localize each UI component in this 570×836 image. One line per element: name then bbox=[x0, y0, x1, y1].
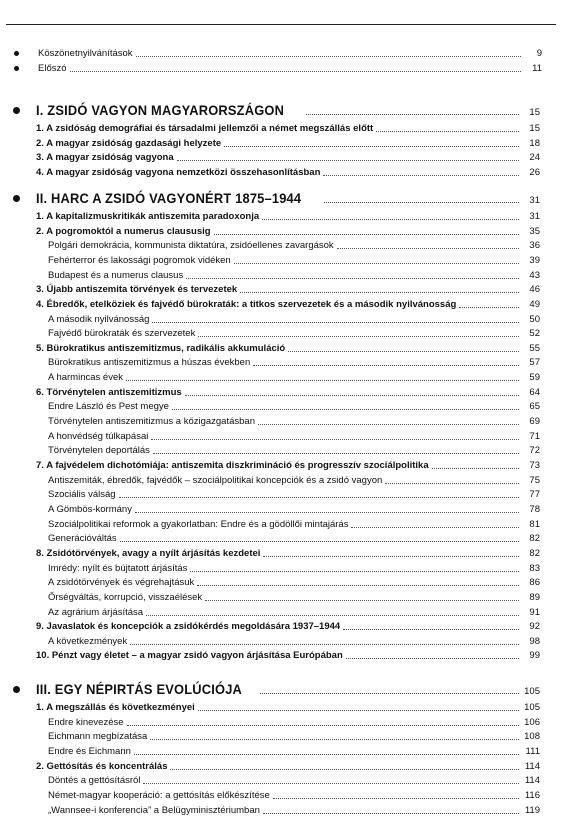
section-entry bbox=[36, 237, 540, 251]
entry-title: 9. Javaslatok és koncepciók a zsidókérdés megoldására 1937–1944 bbox=[36, 621, 341, 632]
dot-leader bbox=[262, 218, 519, 220]
entry-title: Fehérterror és lakossági pogromok vidéken bbox=[48, 255, 231, 266]
entry-page-number: 116 bbox=[524, 790, 540, 801]
dot-leader bbox=[177, 159, 519, 161]
bullet-icon bbox=[14, 51, 19, 56]
entry-page-number: 105 bbox=[524, 702, 540, 713]
dot-leader bbox=[306, 113, 519, 115]
dot-leader bbox=[185, 394, 519, 396]
chapter-entry bbox=[36, 545, 540, 559]
dot-leader bbox=[263, 812, 519, 814]
entry-title: Imrédy: nyílt és bújtatott árjásítás bbox=[48, 563, 188, 574]
chapter-entry bbox=[36, 647, 540, 661]
chapter-entry bbox=[36, 281, 540, 295]
entry-title: 3. Újabb antiszemita törvények és tervezetek bbox=[36, 284, 238, 295]
section-entry bbox=[36, 802, 540, 816]
dot-leader bbox=[253, 364, 519, 366]
section-entry bbox=[36, 633, 540, 647]
dot-leader bbox=[151, 438, 519, 440]
section-entry bbox=[36, 311, 540, 325]
section-entry bbox=[36, 413, 540, 427]
entry-page-number: 36 bbox=[529, 240, 540, 251]
part-page-number: 105 bbox=[524, 686, 540, 697]
entry-page-number: 108 bbox=[524, 731, 540, 742]
entry-page-number: 99 bbox=[529, 650, 540, 661]
dot-leader bbox=[260, 692, 519, 694]
section-entry bbox=[36, 589, 540, 603]
entry-title: A zsidótörvények és végrehajtásuk bbox=[48, 577, 195, 588]
dot-leader bbox=[234, 262, 519, 264]
entry-title: Eichmann megbízatása bbox=[48, 731, 148, 742]
section-entry bbox=[36, 743, 540, 757]
entry-page-number: 86 bbox=[529, 577, 540, 588]
entry-page-number: 81 bbox=[529, 519, 540, 530]
dot-leader bbox=[351, 526, 519, 528]
entry-page-number: 114 bbox=[524, 775, 540, 786]
dot-leader bbox=[343, 628, 519, 630]
dot-leader bbox=[198, 709, 519, 711]
part-heading bbox=[36, 100, 540, 118]
dot-leader bbox=[198, 335, 519, 337]
dot-leader bbox=[146, 614, 519, 616]
chapter-entry bbox=[36, 758, 540, 772]
chapter-entry bbox=[36, 208, 540, 222]
entry-page-number: 59 bbox=[529, 372, 540, 383]
entry-page-number: 73 bbox=[529, 460, 540, 471]
entry-page-number: 98 bbox=[529, 636, 540, 647]
entry-title: Endre kinevezése bbox=[48, 717, 124, 728]
chapter-entry bbox=[36, 120, 540, 134]
section-entry bbox=[36, 354, 540, 368]
entry-page-number: 91 bbox=[529, 607, 540, 618]
part-page-number: 15 bbox=[529, 107, 540, 118]
chapter-entry bbox=[36, 164, 540, 178]
entry-title: Endre és Eichmann bbox=[48, 746, 131, 757]
dot-leader bbox=[135, 511, 519, 513]
dot-leader bbox=[324, 201, 519, 203]
entry-title: 6. Törvénytelen antiszemitizmus bbox=[36, 387, 182, 398]
dot-leader bbox=[190, 570, 519, 572]
section-entry bbox=[36, 574, 540, 588]
top-rule bbox=[6, 24, 556, 25]
entry-page-number: 15 bbox=[529, 123, 540, 134]
entry-title: 2. A pogromoktól a numerus claususig bbox=[36, 226, 211, 237]
entry-title: Az agrárium árjásítása bbox=[48, 607, 144, 618]
entry-title: 1. A zsidóság demográfiai és társadalmi jellemzői a német megszállás előtt bbox=[36, 123, 374, 134]
bullet-icon bbox=[13, 686, 20, 693]
entry-page-number: 78 bbox=[529, 504, 540, 515]
section-entry bbox=[36, 398, 540, 412]
entry-title: A második nyilvánosság bbox=[48, 314, 150, 325]
entry-title: Előszó bbox=[38, 63, 67, 74]
entry-page-number: 111 bbox=[525, 746, 540, 757]
dot-leader bbox=[337, 247, 519, 249]
entry-page-number: 50 bbox=[529, 314, 540, 325]
entry-title: Szociálpolitikai reformok a gyakorlatban: Endre és a gödöllői mintajárás bbox=[48, 519, 349, 530]
entry-title: 5. Bürokratikus antiszemitizmus, radikális akkumuláció bbox=[36, 343, 286, 354]
chapter-entry bbox=[36, 135, 540, 149]
dot-leader bbox=[385, 482, 519, 484]
section-entry bbox=[36, 728, 540, 742]
entry-title: A honvédség túlkapásai bbox=[48, 431, 149, 442]
entry-page-number: 49 bbox=[529, 299, 540, 310]
entry-page-number: 92 bbox=[529, 621, 540, 632]
chapter-entry bbox=[36, 340, 540, 354]
dot-leader bbox=[346, 657, 519, 659]
dot-leader bbox=[143, 782, 519, 784]
entry-title: Törvénytelen antiszemitizmus a közigazgatásban bbox=[48, 416, 255, 427]
bullet-icon bbox=[14, 66, 19, 71]
dot-leader bbox=[258, 423, 519, 425]
section-entry bbox=[36, 787, 540, 801]
dot-leader bbox=[205, 599, 519, 601]
chapter-entry bbox=[36, 457, 540, 471]
part-heading bbox=[36, 679, 540, 697]
entry-title: Köszönetnyilvánítások bbox=[38, 48, 133, 59]
dot-leader bbox=[376, 130, 519, 132]
section-entry bbox=[36, 325, 540, 339]
entry-title: 8. Zsidótörvények, avagy a nyílt árjásítás kezdetei bbox=[36, 548, 261, 559]
dot-leader bbox=[432, 467, 519, 469]
entry-page-number: 64 bbox=[529, 387, 540, 398]
intro-entry bbox=[38, 45, 542, 59]
entry-title: Endre László és Pest megye bbox=[48, 401, 169, 412]
entry-title: 4. Ébredők, etelköziek és fajvédő bürokraták: a titkos szervezetek és a második nyilvánosság bbox=[36, 299, 457, 310]
entry-title: 2. A magyar zsidóság gazdasági helyzete bbox=[36, 138, 222, 149]
section-entry bbox=[36, 560, 540, 574]
entry-title: 7. A fajvédelem dichotómiája: antiszemita diszkrimináció és progresszív szociálpolitika bbox=[36, 460, 429, 471]
entry-page-number: 9 bbox=[536, 48, 542, 59]
entry-title: Döntés a gettósításról bbox=[48, 775, 141, 786]
section-entry bbox=[36, 714, 540, 728]
entry-page-number: 18 bbox=[529, 138, 540, 149]
entry-title: Bürokratikus antiszemitizmus a húszas években bbox=[48, 357, 251, 368]
entry-page-number: 65 bbox=[529, 401, 540, 412]
entry-page-number: 82 bbox=[529, 548, 540, 559]
dot-leader bbox=[150, 738, 519, 740]
dot-leader bbox=[126, 379, 519, 381]
entry-page-number: 82 bbox=[529, 533, 540, 544]
chapter-entry bbox=[36, 223, 540, 237]
intro-entry bbox=[38, 60, 542, 74]
entry-page-number: 52 bbox=[529, 328, 540, 339]
entry-page-number: 55 bbox=[529, 343, 540, 354]
section-entry bbox=[36, 252, 540, 266]
entry-page-number: 114 bbox=[524, 761, 540, 772]
section-entry bbox=[36, 486, 540, 500]
dot-leader bbox=[119, 496, 519, 498]
entry-title: A harmincas évek bbox=[48, 372, 123, 383]
entry-page-number: 31 bbox=[529, 211, 540, 222]
section-entry bbox=[36, 604, 540, 618]
chapter-entry bbox=[36, 149, 540, 163]
entry-page-number: 89 bbox=[529, 592, 540, 603]
bullet-icon bbox=[13, 107, 20, 114]
entry-page-number: 35 bbox=[529, 226, 540, 237]
dot-leader bbox=[263, 555, 519, 557]
dot-leader bbox=[197, 584, 519, 586]
dot-leader bbox=[214, 233, 519, 235]
entry-title: A Gömbös-kormány bbox=[48, 504, 132, 515]
entry-page-number: 26 bbox=[529, 167, 540, 178]
entry-title: Generációváltás bbox=[48, 533, 117, 544]
dot-leader bbox=[240, 291, 519, 293]
dot-leader bbox=[134, 753, 519, 755]
entry-title: Budapest és a numerus clausus bbox=[48, 270, 184, 281]
entry-page-number: 75 bbox=[529, 475, 540, 486]
part-page-number: 31 bbox=[529, 195, 540, 206]
entry-page-number: 57 bbox=[529, 357, 540, 368]
entry-title: „Wannsee-i konferencia” a Belügyminisztériumban bbox=[48, 805, 260, 816]
entry-title: Őrségváltás, korrupció, visszaélések bbox=[48, 592, 203, 603]
section-entry bbox=[36, 472, 540, 486]
part-title: I. ZSIDÓ VAGYON MAGYARORSZÁGON bbox=[36, 102, 285, 118]
section-entry bbox=[36, 428, 540, 442]
entry-title: 3. A magyar zsidóság vagyona bbox=[36, 152, 174, 163]
entry-page-number: 24 bbox=[529, 152, 540, 163]
entry-title: 1. A kapitalizmuskritikák antiszemita paradoxonja bbox=[36, 211, 260, 222]
entry-title: 2. Gettósítás és koncentrálás bbox=[36, 761, 168, 772]
entry-page-number: 106 bbox=[524, 717, 540, 728]
dot-leader bbox=[323, 174, 519, 176]
entry-title: A következmények bbox=[48, 636, 128, 647]
dot-leader bbox=[186, 277, 519, 279]
entry-page-number: 72 bbox=[529, 445, 540, 456]
dot-leader bbox=[153, 452, 519, 454]
section-entry bbox=[36, 530, 540, 544]
entry-page-number: 69 bbox=[529, 416, 540, 427]
dot-leader bbox=[127, 724, 519, 726]
entry-title: Antiszemiták, ébredők, fajvédők – szociálpolitikai koncepciók és a zsidó vagyon bbox=[48, 475, 383, 486]
dot-leader bbox=[130, 643, 519, 645]
dot-leader bbox=[170, 768, 519, 770]
entry-title: Szociális válság bbox=[48, 489, 116, 500]
bullet-icon bbox=[13, 195, 20, 202]
section-entry bbox=[36, 442, 540, 456]
dot-leader bbox=[172, 408, 519, 410]
chapter-entry bbox=[36, 618, 540, 632]
section-entry bbox=[36, 267, 540, 281]
dot-leader bbox=[224, 145, 519, 147]
entry-page-number: 43 bbox=[529, 270, 540, 281]
section-entry bbox=[36, 501, 540, 515]
entry-page-number: 119 bbox=[524, 805, 540, 816]
entry-page-number: 39 bbox=[529, 255, 540, 266]
entry-page-number: 83 bbox=[529, 563, 540, 574]
part-title: II. HARC A ZSIDÓ VAGYONÉRT 1875–1944 bbox=[36, 190, 302, 206]
dot-leader bbox=[288, 350, 519, 352]
chapter-entry bbox=[36, 384, 540, 398]
dot-leader bbox=[459, 306, 519, 308]
entry-title: Törvénytelen deportálás bbox=[48, 445, 150, 456]
entry-page-number: 77 bbox=[529, 489, 540, 500]
section-entry bbox=[36, 369, 540, 383]
entry-title: Fajvédő bürokraták és szervezetek bbox=[48, 328, 196, 339]
dot-leader bbox=[120, 540, 519, 542]
entry-page-number: 11 bbox=[532, 63, 542, 74]
section-entry bbox=[36, 772, 540, 786]
chapter-entry bbox=[36, 699, 540, 713]
entry-page-number: 71 bbox=[529, 431, 540, 442]
dot-leader bbox=[136, 55, 521, 57]
entry-title: Polgári demokrácia, kommunista diktatúra, zsidóellenes zavargások bbox=[48, 240, 334, 251]
dot-leader bbox=[273, 797, 519, 799]
chapter-entry bbox=[36, 296, 540, 310]
entry-page-number: 46 bbox=[529, 284, 540, 295]
entry-title: 1. A megszállás és következményei bbox=[36, 702, 195, 713]
section-entry bbox=[36, 516, 540, 530]
part-heading bbox=[36, 188, 540, 206]
entry-title: 4. A magyar zsidóság vagyona nemzetközi összehasonlításban bbox=[36, 167, 321, 178]
dot-leader bbox=[152, 321, 519, 323]
entry-title: 10. Pénzt vagy életet – a magyar zsidó vagyon árjásítása Európában bbox=[36, 650, 343, 661]
part-title: III. EGY NÉPIRTÁS EVOLÚCIÓJA bbox=[36, 681, 243, 697]
dot-leader bbox=[70, 70, 521, 72]
entry-title: Német-magyar kooperáció: a gettósítás előkészítése bbox=[48, 790, 270, 801]
